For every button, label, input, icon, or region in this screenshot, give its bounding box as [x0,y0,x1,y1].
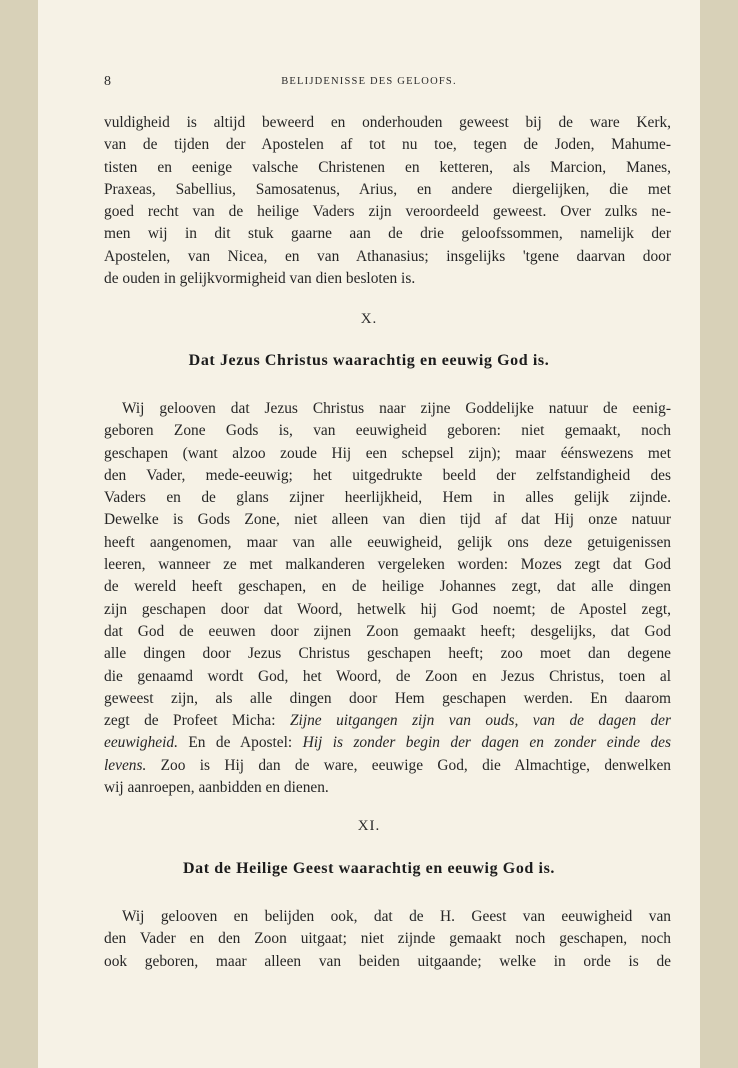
text-line: de ouden in gelijkvormigheid van dien besloten is. [104,270,416,288]
text-line: zijn geschapen door dat Woord, hetwelk hij God noemt; de Apostel zegt, [104,600,671,618]
text-line: leeren, wanneer ze met malkanderen vergeleken worden: Mozes zegt dat God [104,556,671,574]
text-line: Vaders en de glans zijner heerlijkheid, Hem in alles gelijk zijnde. [104,489,671,507]
text-line: wij aanroepen, aanbidden en dienen. [104,779,329,797]
text-line: tisten en eenige valsche Christenen en ketteren, als Marcion, Manes, [104,158,671,176]
text-line: de wereld heeft geschapen, en de heilige Johannes zegt, dat alle dingen [104,578,671,596]
article-xi-title: Dat de Heilige Geest waarachtig en eeuwig God is. [182,860,556,877]
intro-paragraph [104,112,671,290]
text-line: heeft aangenomen, maar van alle eeuwigheid, gelijk ons deze getuigenissen [104,533,671,551]
text-line: ook geboren, maar alleen van beiden uitgaande; welke in orde is de [104,952,671,970]
running-title: BELIJDENISSE DES GELOOFS. [281,76,457,87]
text-line: vuldigheid is altijd beweerd en onderhouden geweest bij de ware Kerk, [104,114,671,131]
text-line: dat God de eeuwen door zijnen Zoon gemaakt heeft; desgelijks, dat God [104,622,671,640]
apostel-quote-end: levens. [104,756,147,774]
article-xi-body [104,906,671,973]
text-line: van de tijden der Apostelen af tot nu toe, tegen de Joden, Mahume- [104,136,671,154]
article-x-body [104,398,671,799]
page-number: 8 [104,74,111,89]
text-line: men wij in dit stuk gaarne aan de drie geloofssommen, namelijk der [104,225,671,243]
text-line: den Vader, mede-eeuwig; het uitgedrukte beeld der zelfstandigheid des [104,466,671,484]
text-line: die genaamd wordt God, het Woord, de Zoon en Jezus Christus, toen al [104,667,671,685]
text-line [104,710,671,732]
apostel-rest: Zoo is Hij dan de ware, eeuwige God, die Almachtige, denwelken [160,756,671,774]
article-xi-number: XI. [357,818,381,834]
micha-quote-end: eeuwigheid. [104,734,178,752]
text-line: Wij gelooven en belijden ook, dat de H. Geest van eeuwigheid van [122,908,671,925]
apostel-quote: Hij is zonder begin der dagen en zonder einde des [302,734,671,752]
micha-prefix: zegt de Profeet Micha: [104,712,276,730]
text-line: den Vader en den Zoon uitgaat; niet zijnde gemaakt noch geschapen, noch [104,930,671,948]
text-line: geschapen (want alzoo zoude Hij een schepsel zijn); maar éénswezens met [104,444,671,462]
article-x-number: X. [360,311,378,327]
text-line [104,755,671,777]
text-line: Wij gelooven dat Jezus Christus naar zijne Goddelijke natuur de eenig- [122,400,671,417]
page-header [38,74,700,94]
text-line: Dewelke is Gods Zone, niet alleen van dien tijd af dat Hij onze natuur [104,511,671,529]
text-line: geboren Zone Gods is, van eeuwigheid geboren: niet gemaakt, noch [104,422,671,440]
micha-quote: Zijne uitgangen zijn van ouds, van de dagen der [289,712,671,730]
text-line: alle dingen door Jezus Christus geschapen heeft; zoo moet dan degene [104,645,671,663]
book-page [38,0,700,1068]
article-x-title: Dat Jezus Christus waarachtig en eeuwig God is. [188,352,550,369]
text-line: geweest zijn, als alle dingen door Hem geschapen werden. En daarom [104,689,671,707]
text-line: Praxeas, Sabellius, Samosatenus, Arius, en andere diergelijken, die met [104,180,671,198]
text-line: Apostelen, van Nicea, en van Athanasius; insgelijks 'tgene daarvan door [104,247,671,265]
text-line [104,732,671,754]
text-line: goed recht van de heilige Vaders zijn veroordeeld geweest. Over zulks ne- [104,203,671,221]
apostel-prefix: En de Apostel: [188,734,293,752]
